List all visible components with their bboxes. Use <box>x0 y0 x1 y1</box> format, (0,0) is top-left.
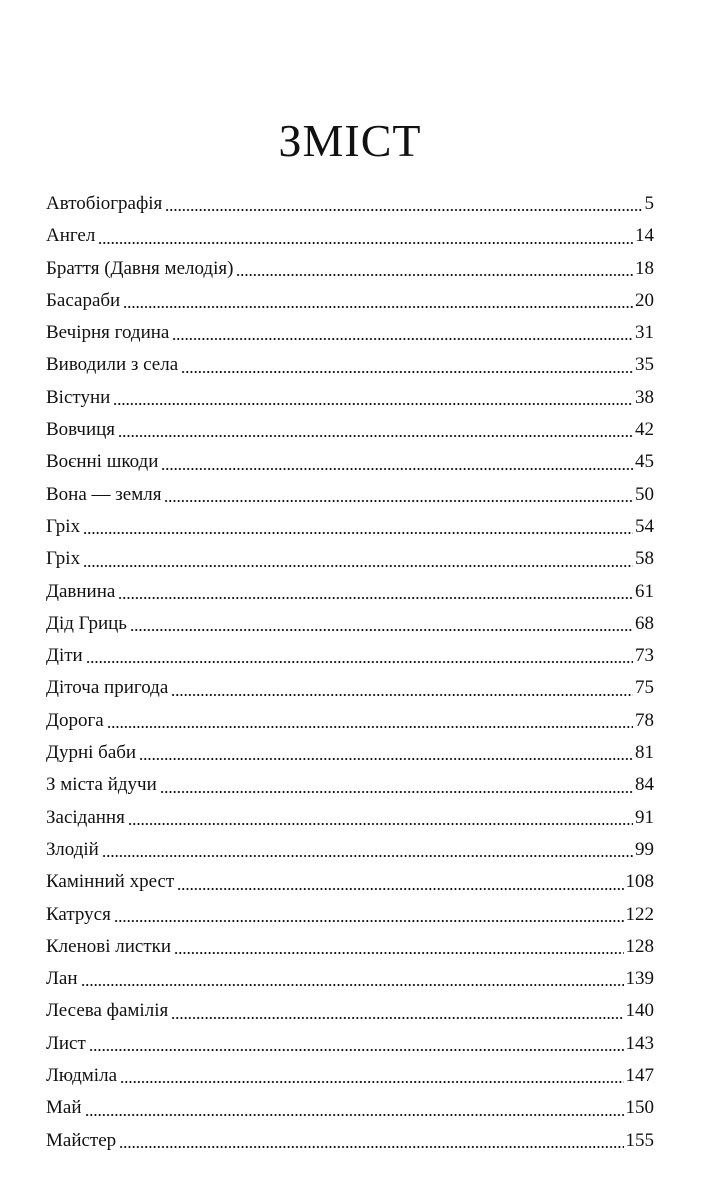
toc-entry-title: Май <box>46 1097 82 1119</box>
toc-entry-title: Вона — земля <box>46 483 162 505</box>
toc-entry-title: Злодій <box>46 838 99 860</box>
toc-entry-page-number: 73 <box>635 645 654 667</box>
toc-entry <box>46 802 654 834</box>
dot-leader <box>81 968 624 988</box>
toc-entry <box>46 995 654 1027</box>
toc-entry-page-number: 35 <box>635 354 654 376</box>
toc-entry-page-number: 140 <box>625 1000 654 1022</box>
toc-entry <box>46 1060 654 1092</box>
toc-entry <box>46 705 654 737</box>
toc-entry-page-number: 108 <box>625 871 654 893</box>
toc-entry <box>46 672 654 704</box>
toc-entry-title: Людміла <box>46 1065 117 1087</box>
toc-entry-page-number: 45 <box>635 451 654 473</box>
toc-entry <box>46 769 654 801</box>
dot-leader <box>114 904 624 924</box>
toc-entry-page-number: 91 <box>635 806 654 828</box>
dot-leader <box>89 1033 624 1053</box>
toc-entry-title: Воєнні шкоди <box>46 451 159 473</box>
dot-leader <box>161 452 633 472</box>
toc-entry-page-number: 54 <box>635 515 654 537</box>
toc-entry <box>46 349 654 381</box>
toc-entry-page-number: 14 <box>635 225 654 247</box>
toc-entry-title: Дурні баби <box>46 742 137 764</box>
toc-entry-page-number: 81 <box>635 742 654 764</box>
toc-entry-page-number: 18 <box>635 257 654 279</box>
toc-entry-page-number: 42 <box>635 419 654 441</box>
toc-entry-title: Виводили з села <box>46 354 179 376</box>
toc-entry <box>46 220 654 252</box>
toc-entry <box>46 479 654 511</box>
toc-entry-page-number: 155 <box>625 1129 654 1151</box>
dot-leader <box>85 1098 624 1118</box>
dot-leader <box>164 484 633 504</box>
toc-entry-title: Автобіографія <box>46 193 163 214</box>
toc-entry <box>46 446 654 478</box>
dot-leader <box>236 258 633 278</box>
toc-entry-title: Гріх <box>46 515 81 537</box>
toc-entry-page-number: 147 <box>625 1065 654 1087</box>
toc-entry-page-number: 50 <box>635 483 654 505</box>
toc-entry-title: Вечірня година <box>46 322 170 344</box>
toc-entry <box>46 899 654 931</box>
dot-leader <box>119 1130 623 1150</box>
dot-leader <box>128 807 633 827</box>
toc-entry-page-number: 20 <box>635 289 654 311</box>
toc-entry-title: Катруся <box>46 903 111 925</box>
toc-entry <box>46 1028 654 1060</box>
toc-entry-title: Майстер <box>46 1129 117 1151</box>
toc-entry <box>46 285 654 317</box>
toc-entry-title: Басараби <box>46 289 121 311</box>
dot-leader <box>174 936 623 956</box>
dot-leader <box>130 613 633 633</box>
dot-leader <box>177 872 623 892</box>
dot-leader <box>118 581 633 601</box>
toc-entry-page-number: 150 <box>625 1097 654 1119</box>
toc-entry <box>46 640 654 672</box>
dot-leader <box>120 1065 624 1085</box>
toc-entry-title: Вовчиця <box>46 419 116 441</box>
dot-leader <box>139 742 633 762</box>
toc-entry <box>46 317 654 349</box>
toc-entry <box>46 737 654 769</box>
toc-entry-title: Кленові листки <box>46 935 172 957</box>
toc-entry-page-number: 38 <box>635 386 654 408</box>
dot-leader <box>86 645 633 665</box>
table-of-contents <box>46 188 654 1157</box>
toc-entry <box>46 608 654 640</box>
toc-entry-title: Вістуни <box>46 386 111 408</box>
toc-entry-page-number: 75 <box>635 677 654 699</box>
toc-entry-title: Діточа пригода <box>46 677 169 699</box>
dot-leader <box>83 549 633 569</box>
toc-entry <box>46 931 654 963</box>
toc-entry-page-number: 128 <box>625 935 654 957</box>
toc-entry <box>46 543 654 575</box>
toc-entry-title: Лесева фамілія <box>46 1000 169 1022</box>
toc-entry-title: З міста йдучи <box>46 774 157 796</box>
dot-leader <box>171 678 633 698</box>
dot-leader <box>83 516 633 536</box>
toc-entry-page-number: 143 <box>625 1032 654 1054</box>
toc-entry <box>46 1092 654 1124</box>
toc-entry-page-number: 61 <box>635 580 654 602</box>
toc-entry <box>46 253 654 285</box>
dot-leader <box>107 710 633 730</box>
toc-entry-page-number: 31 <box>635 322 654 344</box>
toc-entry-page-number: 99 <box>635 838 654 860</box>
dot-leader <box>165 193 642 213</box>
toc-entry-title: Дід Гриць <box>46 612 127 634</box>
toc-entry-title: Засідання <box>46 806 125 828</box>
dot-leader <box>172 322 633 342</box>
toc-entry-page-number: 78 <box>635 709 654 731</box>
toc-entry-title: Ангел <box>46 225 96 247</box>
toc-entry-title: Діти <box>46 645 83 667</box>
toc-entry <box>46 1125 654 1157</box>
toc-entry-title: Камінний хрест <box>46 871 175 893</box>
toc-entry-title: Браття (Давня мелодія) <box>46 257 234 279</box>
toc-entry-page-number: 139 <box>625 968 654 990</box>
toc-entry <box>46 576 654 608</box>
dot-leader <box>102 839 633 859</box>
dot-leader <box>181 355 633 375</box>
toc-entry <box>46 382 654 414</box>
toc-entry <box>46 511 654 543</box>
toc-entry-page-number: 68 <box>635 612 654 634</box>
toc-entry-title: Дорога <box>46 709 104 731</box>
toc-entry-page-number: 58 <box>635 548 654 570</box>
dot-leader <box>118 419 633 439</box>
toc-entry <box>46 188 654 220</box>
dot-leader <box>171 1001 623 1021</box>
toc-entry-title: Гріх <box>46 548 81 570</box>
dot-leader <box>123 290 633 310</box>
dot-leader <box>160 775 633 795</box>
toc-entry-title: Лист <box>46 1032 86 1054</box>
toc-entry <box>46 414 654 446</box>
toc-entry <box>46 834 654 866</box>
toc-entry-title: Давнина <box>46 580 116 602</box>
toc-entry-page-number: 5 <box>644 193 654 214</box>
toc-entry-title: Лан <box>46 968 78 990</box>
toc-entry-page-number: 84 <box>635 774 654 796</box>
dot-leader <box>113 387 633 407</box>
toc-entry <box>46 866 654 898</box>
toc-entry-page-number: 122 <box>625 903 654 925</box>
page-title: ЗМІСТ <box>278 115 422 166</box>
toc-entry <box>46 963 654 995</box>
dot-leader <box>98 226 633 246</box>
